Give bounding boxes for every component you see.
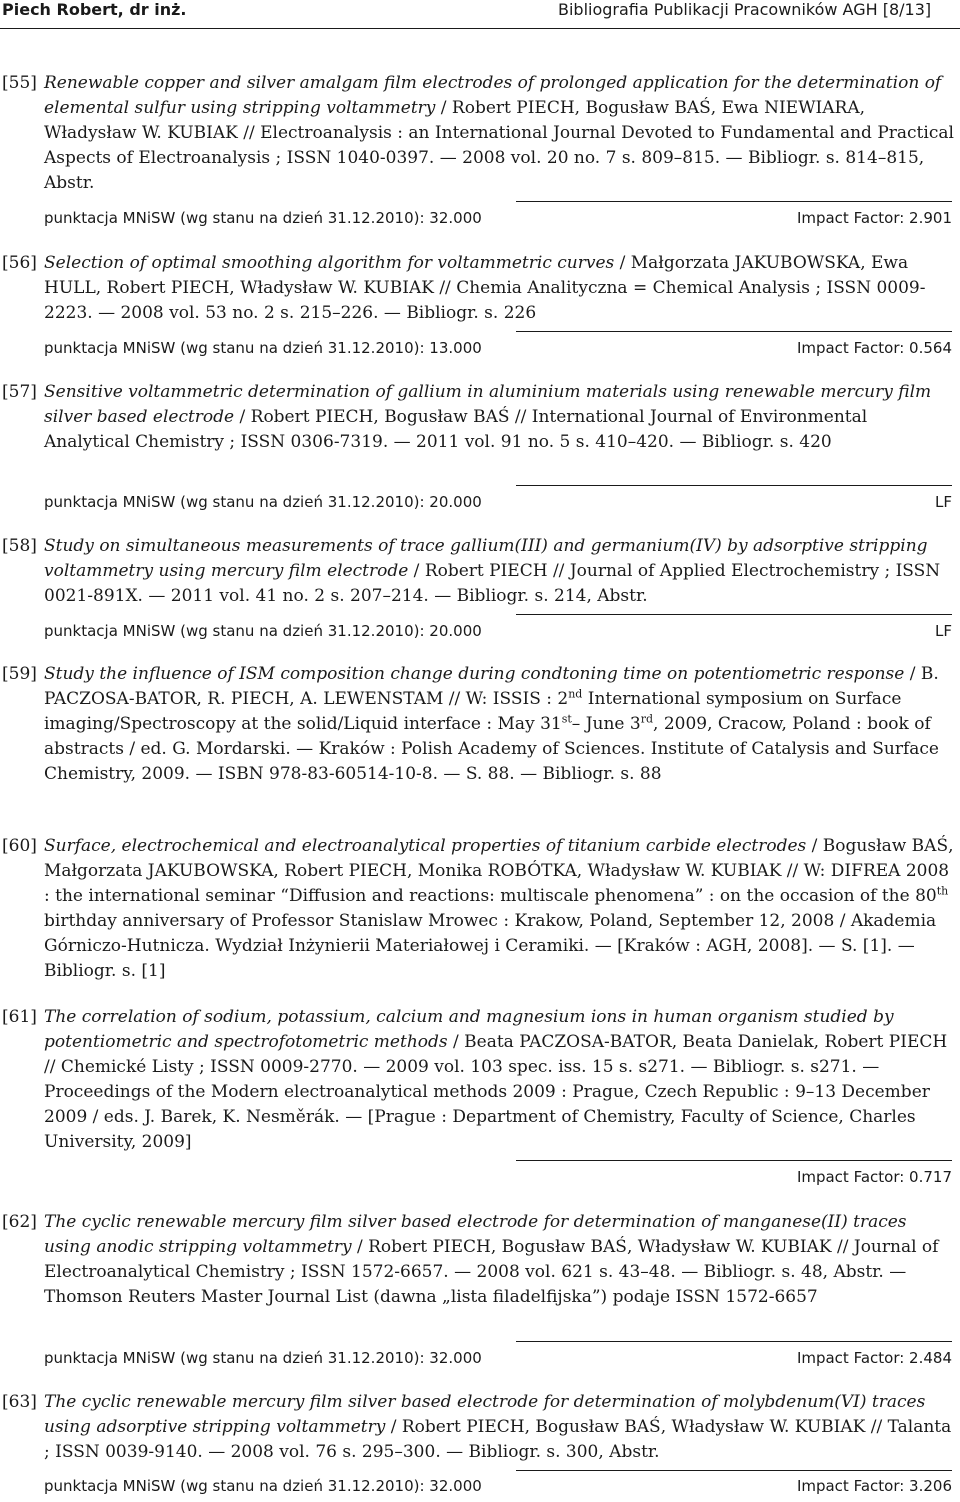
entry-number: [60] — [2, 836, 37, 856]
impact-factor: Impact Factor: 0.564 — [796, 339, 952, 357]
impact-factor: LF — [935, 493, 952, 511]
entry-meta — [44, 337, 952, 359]
entry-details: / Bogusław BAŚ, Małgorzata JAKUBOWSKA, Robert PIECH, Monika ROBÓTKA, Władysław W. KUBIAK // W: DIFREA 2008 : the international seminar “Diffusion and reactions: multiscale phenomena” : on the occasion of the 80 — [44, 836, 954, 906]
entry-rule — [516, 1470, 952, 1471]
entry-details: / B. PACZOSA-BATOR, R. PIECH, A. LEWENSTAM // W: ISSIS : 2 — [44, 664, 939, 709]
entry-rule — [516, 1341, 952, 1342]
impact-factor: Impact Factor: 2.484 — [796, 1349, 952, 1367]
entry-citation — [44, 71, 958, 196]
superscript: th — [936, 884, 949, 898]
impact-factor: LF — [935, 622, 952, 640]
entry-rule — [516, 201, 952, 202]
entry-title: The cyclic renewable mercury film silver based electrode for determination of molybdenum(VI) traces using adsorptive stripping voltammetry — [44, 1392, 926, 1437]
entry-title: Sensitive voltammetric determination of gallium in aluminium materials using renewable mercury film silver based electrode — [44, 382, 932, 427]
mnisw-points: punktacja MNiSW (wg stanu na dzień 31.12.2010): 13.000 — [44, 339, 482, 357]
entry-meta — [44, 1347, 952, 1369]
entry-meta — [44, 1166, 952, 1188]
entry-details: – June 3 — [571, 714, 641, 734]
page-indicator: [8/13] — [882, 0, 932, 19]
mnisw-points: punktacja MNiSW (wg stanu na dzień 31.12.2010): 20.000 — [44, 493, 482, 511]
entry-rule — [516, 485, 952, 486]
superscript: st — [561, 712, 572, 726]
entry-number: [62] — [2, 1212, 37, 1232]
entry-rule — [516, 614, 952, 615]
entry-title: Selection of optimal smoothing algorithm for voltammetric curves — [44, 253, 615, 273]
entry-number: [63] — [2, 1392, 37, 1412]
entry-number: [59] — [2, 664, 37, 684]
mnisw-points: punktacja MNiSW (wg stanu na dzień 31.12.2010): 32.000 — [44, 1477, 482, 1495]
entry-number: [61] — [2, 1007, 37, 1027]
superscript: rd — [640, 712, 654, 726]
entry-number: [56] — [2, 253, 37, 273]
entry-details: , 2009, Cracow, Poland : book of abstracts / ed. G. Mordarski. — Kraków : Polish Academy of Sciences. Institute of Catalysis and Surface Chemistry, 2009. — ISBN 978-83-60514-10-8. — S. 88. — Bibliogr. s. 88 — [44, 714, 939, 784]
entry-title: The cyclic renewable mercury film silver based electrode for determination of manganese(II) traces using anodic stripping voltammetry — [44, 1212, 907, 1257]
entry-rule — [516, 1160, 952, 1161]
entry-citation — [44, 834, 958, 984]
entry-citation — [44, 662, 958, 787]
entry-details: / Małgorzata JAKUBOWSKA, Ewa HULL, Robert PIECH, Władysław W. KUBIAK // Chemia Analityczna = Chemical Analysis ; ISSN 0009-2223. — 2008 vol. 53 no. 2 s. 215–226. — Bibliogr. s. 226 — [44, 253, 926, 323]
entry-number: [58] — [2, 536, 37, 556]
entry-details: birthday anniversary of Professor Stanislaw Mrowec : Krakow, Poland, September 12, 2008 / Akademia Górniczo-Hutnicza. Wydział Inżynierii Materiałowej i Ceramiki. — [Kraków : AGH, 2008]. — S. [1]. — Bibliogr. s. [1] — [44, 911, 937, 981]
entry-meta — [44, 207, 952, 229]
entry-citation — [44, 534, 958, 609]
impact-factor: Impact Factor: 0.717 — [796, 1168, 952, 1186]
entry-citation — [44, 251, 958, 326]
mnisw-points: punktacja MNiSW (wg stanu na dzień 31.12.2010): 32.000 — [44, 1349, 482, 1367]
header-title — [558, 0, 931, 19]
entry-meta — [44, 491, 952, 513]
entry-title: The correlation of sodium, potassium, calcium and magnesium ions in human organism studied by potentiometric and spectrofotometric methods — [44, 1007, 894, 1052]
entry-citation — [44, 1005, 958, 1155]
entry-meta — [44, 1475, 952, 1497]
entry-meta — [44, 620, 952, 642]
entry-citation — [44, 380, 958, 455]
entry-number: [55] — [2, 73, 37, 93]
entry-citation — [44, 1390, 958, 1465]
entry-title: Surface, electrochemical and electroanalytical properties of titanium carbide electrodes — [44, 836, 807, 856]
superscript: nd — [568, 687, 583, 701]
entry-citation — [44, 1210, 958, 1310]
entry-details: / Robert PIECH, Bogusław BAŚ, Władysław W. KUBIAK // Journal of Electroanalytical Chemistry ; ISSN 1572-6657. — 2008 vol. 621 s. 43–48. — Bibliogr. s. 48, Abstr. — Thomson Reuters Master Journal List (dawna „lista filadelfijska”) podaje ISSN 1572-6657 — [44, 1237, 939, 1307]
entry-title: Renewable copper and silver amalgam film electrodes of prolonged application for the determination of elemental sulfur using stripping voltammetry — [44, 73, 942, 118]
header-title-text: Bibliografia Publikacji Pracowników AGH — [558, 0, 878, 19]
mnisw-points: punktacja MNiSW (wg stanu na dzień 31.12.2010): 32.000 — [44, 209, 482, 227]
impact-factor: Impact Factor: 2.901 — [796, 209, 952, 227]
impact-factor: Impact Factor: 3.206 — [796, 1477, 952, 1495]
entry-title: Study the influence of ISM composition change during condtoning time on potentiometric response — [44, 664, 905, 684]
entry-details: / Robert PIECH, Bogusław BAŚ, Ewa NIEWIARA, Władysław W. KUBIAK // Electroanalysis : an International Journal Devoted to Fundamental and Practical Aspects of Electroanalysis ; ISSN 1040-0397. — 2008 vol. 20 no. 7 s. 809–815. — Bibliogr. s. 814–815, Abstr. — [44, 98, 954, 193]
header-author: Piech Robert, dr inż. — [2, 0, 187, 19]
entry-title: Study on simultaneous measurements of trace gallium(III) and germanium(IV) by adsorptive stripping voltammetry using mercury film electrode — [44, 536, 928, 581]
entry-rule — [516, 331, 952, 332]
entry-details: / Beata PACZOSA-BATOR, Beata Danielak, Robert PIECH // Chemické Listy ; ISSN 0009-2770. — 2009 vol. 103 spec. iss. 15 s. s271. — Bibliogr. s. s271. — Proceedings of the Modern electroanalytical methods 2009 : Prague, Czech Republic : 9–13 December 2009 / eds. J. Barek, K. Nesměrák. — [Prague : Department of Chemistry, Faculty of Science, Charles University, 2009] — [44, 1032, 948, 1152]
entry-details: / Robert PIECH // Journal of Applied Electrochemistry ; ISSN 0021-891X. — 2011 vol. 41 no. 2 s. 207–214. — Bibliogr. s. 214, Abstr. — [44, 561, 941, 606]
entry-number: [57] — [2, 382, 37, 402]
mnisw-points: punktacja MNiSW (wg stanu na dzień 31.12.2010): 20.000 — [44, 622, 482, 640]
entry-details: International symposium on Surface imaging/Spectroscopy at the solid/Liquid interface : May 31 — [44, 689, 902, 734]
page-header — [0, 0, 960, 29]
entry-details: / Robert PIECH, Bogusław BAŚ // International Journal of Environmental Analytical Chemistry ; ISSN 0306-7319. — 2011 vol. 91 no. 5 s. 410–420. — Bibliogr. s. 420 — [44, 407, 868, 452]
entry-details: / Robert PIECH, Bogusław BAŚ, Władysław W. KUBIAK // Talanta ; ISSN 0039-9140. — 2008 vol. 76 s. 295–300. — Bibliogr. s. 300, Abstr. — [44, 1417, 952, 1462]
